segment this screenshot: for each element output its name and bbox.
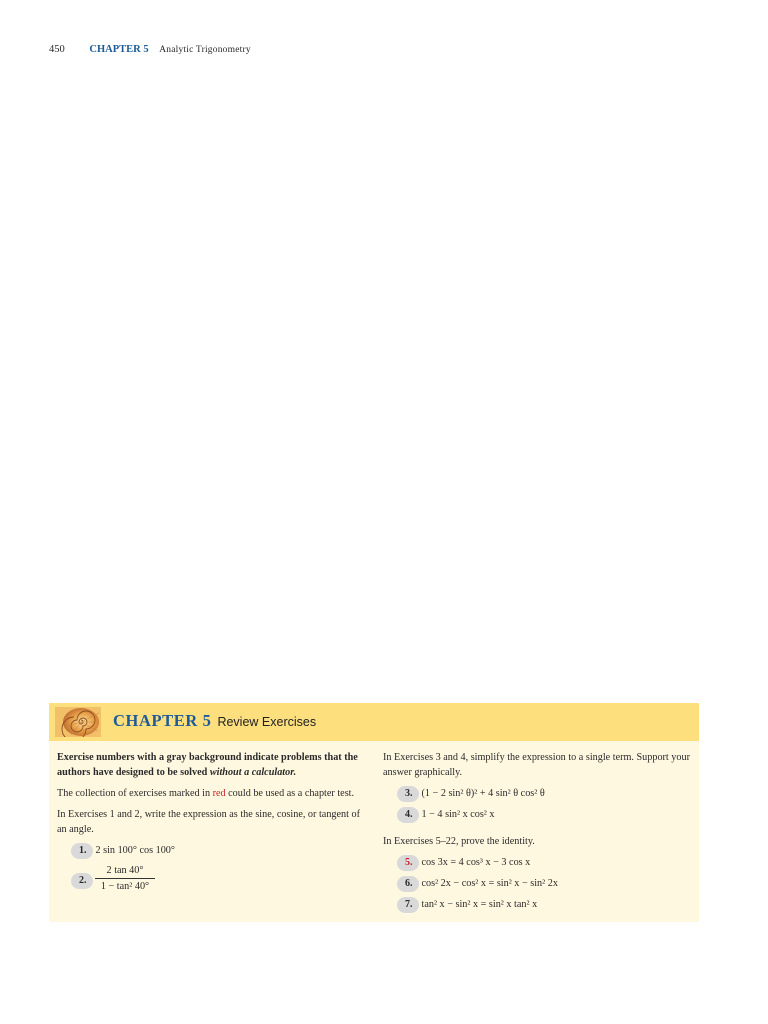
exercise-2 [71, 864, 367, 896]
left-column [57, 750, 367, 900]
exercise-number: 6. [397, 876, 419, 892]
exercise-expression: 1 − 4 sin² x cos² x [421, 809, 495, 820]
page-number: 450 [49, 44, 65, 55]
exercise-7 [397, 897, 695, 914]
exercise-expression: (1 − 2 sin² θ)² + 4 sin² θ cos² θ [421, 788, 545, 799]
exercise-number: 3. [397, 786, 419, 802]
exercise-expression: cos 3x = 4 cos³ x − 3 cos x [421, 857, 531, 868]
review-title [113, 711, 316, 731]
exercise-1 [71, 843, 367, 860]
red-exercises-note: The collection of exercises marked in red could be used as a chapter test. [57, 788, 355, 799]
exercise-number: 5. [397, 855, 419, 871]
exercise-5 [397, 855, 695, 872]
review-exercises-box [49, 703, 699, 922]
instruction-exercises-3-4: In Exercises 3 and 4, simplify the expression to a single term. Support your answer graphically. [383, 752, 690, 778]
exercise-number: 4. [397, 807, 419, 823]
running-head [49, 44, 251, 55]
review-title-text: Review Exercises [217, 715, 317, 729]
review-chapter-label: CHAPTER 5 [113, 711, 212, 730]
exercise-number: 1. [71, 843, 93, 859]
fraction-denominator: 1 − tan² 40° [100, 881, 150, 892]
exercise-fraction [95, 864, 155, 894]
exercise-number: 7. [397, 897, 419, 913]
fraction-numerator: 2 tan 40° [95, 864, 155, 879]
exercise-expression: 2 sin 100° cos 100° [95, 845, 175, 856]
instruction-exercises-1-2: In Exercises 1 and 2, write the expression as the sine, cosine, or tangent of an angle. [57, 809, 360, 835]
running-head-subject: Analytic Trigonometry [159, 45, 251, 55]
exercise-number: 2. [71, 873, 93, 889]
instruction-exercises-5-22: In Exercises 5–22, prove the identity. [383, 836, 535, 847]
exercise-6 [397, 876, 695, 893]
running-head-chapter: CHAPTER 5 [89, 44, 149, 55]
gray-background-note: Exercise numbers with a gray background indicate problems that the authors have designed to be solved without a calculator. [57, 752, 358, 778]
exercise-expression: cos² 2x − cos² x = sin² x − sin² 2x [421, 878, 558, 889]
exercise-3 [397, 786, 695, 803]
nautilus-shell-icon [55, 707, 101, 737]
exercise-4 [397, 807, 695, 824]
right-column [383, 750, 695, 918]
review-header [49, 703, 699, 741]
exercise-expression: tan² x − sin² x = sin² x tan² x [421, 899, 538, 910]
